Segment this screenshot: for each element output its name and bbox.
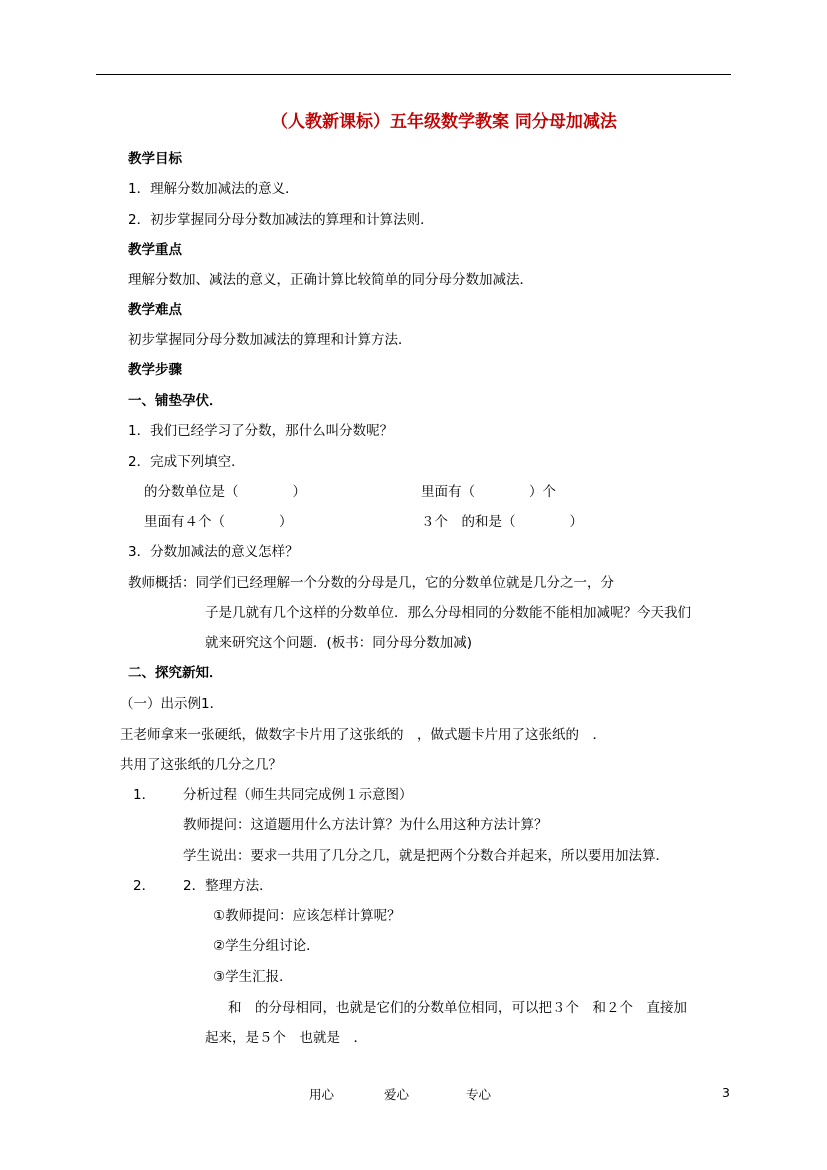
page-number: 3 <box>722 1085 730 1100</box>
fill-blank-d: ３个 的和是（ ） <box>421 514 583 530</box>
summary-line-1: 教师概括：同学们已经理解一个分数的分母是几，它的分数单位就是几分之一，分 <box>128 575 614 591</box>
method-step-2: ②学生分组讨论． <box>213 938 320 954</box>
question-3: 3．分数加减法的意义怎样？ <box>128 544 299 560</box>
difficulty-text: 初步掌握同分母分数加减法的算理和计算方法． <box>128 332 412 348</box>
fill-blank-a: 的分数单位是（ ） <box>144 484 306 500</box>
teacher-question: 教师提问：这道题用什么方法计算？为什么用这种方法计算？ <box>183 817 548 833</box>
fill-blank-c: 里面有４个（ ） <box>144 514 293 530</box>
method-step-1: ①教师提问：应该怎样计算呢？ <box>213 908 401 924</box>
header-rule <box>96 74 731 75</box>
steps-heading: 教学步骤 <box>128 362 182 378</box>
method-step-4: 和 的分母相同，也就是它们的分数单位相同，可以把３个 和２个 直接加 <box>228 1000 687 1016</box>
list-number-2: 2． <box>133 878 156 894</box>
summary-line-2: 子是几就有几个这样的分数单位．那么分母相同的分数能不能相加减呢？今天我们 <box>205 605 691 621</box>
example-label: （一）出示例1． <box>120 696 224 712</box>
difficulty-heading: 教学难点 <box>128 302 182 318</box>
part1-heading: 一、铺垫孕伏． <box>128 393 223 409</box>
example-line-2: 共用了这张纸的几分之几？ <box>120 757 282 773</box>
summary-line-3: 就来研究这个问题．(板书：同分母分数加减) <box>205 635 473 651</box>
part2-heading: 二、探究新知． <box>128 665 223 681</box>
list-number-1: 1． <box>133 787 156 803</box>
method-step-5: 起来，是５个 也就是 ． <box>205 1030 367 1046</box>
analysis-text: 分析过程（师生共同完成例１示意图） <box>183 787 413 803</box>
document-title: （人教新课标）五年级数学教案 同分母加减法 <box>271 112 617 132</box>
method-text: 2．整理方法． <box>183 878 273 894</box>
goal-2: 2．初步掌握同分母分数加减法的算理和计算法则． <box>128 212 434 228</box>
goal-1: 1．理解分数加减法的意义． <box>128 181 299 197</box>
fill-blank-b: 里面有（ ）个 <box>421 484 556 500</box>
goal-heading: 教学目标 <box>128 151 182 167</box>
question-1: 1．我们已经学习了分数，那什么叫分数呢？ <box>128 423 394 439</box>
footer-word-3: 专心 <box>466 1087 492 1102</box>
key-heading: 教学重点 <box>128 242 182 258</box>
question-2: 2．完成下列填空． <box>128 454 245 470</box>
footer-word-2: 爱心 <box>384 1087 410 1102</box>
footer-word-1: 用心 <box>309 1087 335 1102</box>
example-line-1: 王老师拿来一张硬纸，做数字卡片用了这张纸的 ，做式题卡片用了这张纸的 ． <box>120 727 606 743</box>
method-step-3: ③学生汇报． <box>213 969 293 985</box>
key-text: 理解分数加、减法的意义，正确计算比较简单的同分母分数加减法． <box>128 272 533 288</box>
student-answer: 学生说出：要求一共用了几分之几，就是把两个分数合并起来，所以要用加法算． <box>183 848 669 864</box>
